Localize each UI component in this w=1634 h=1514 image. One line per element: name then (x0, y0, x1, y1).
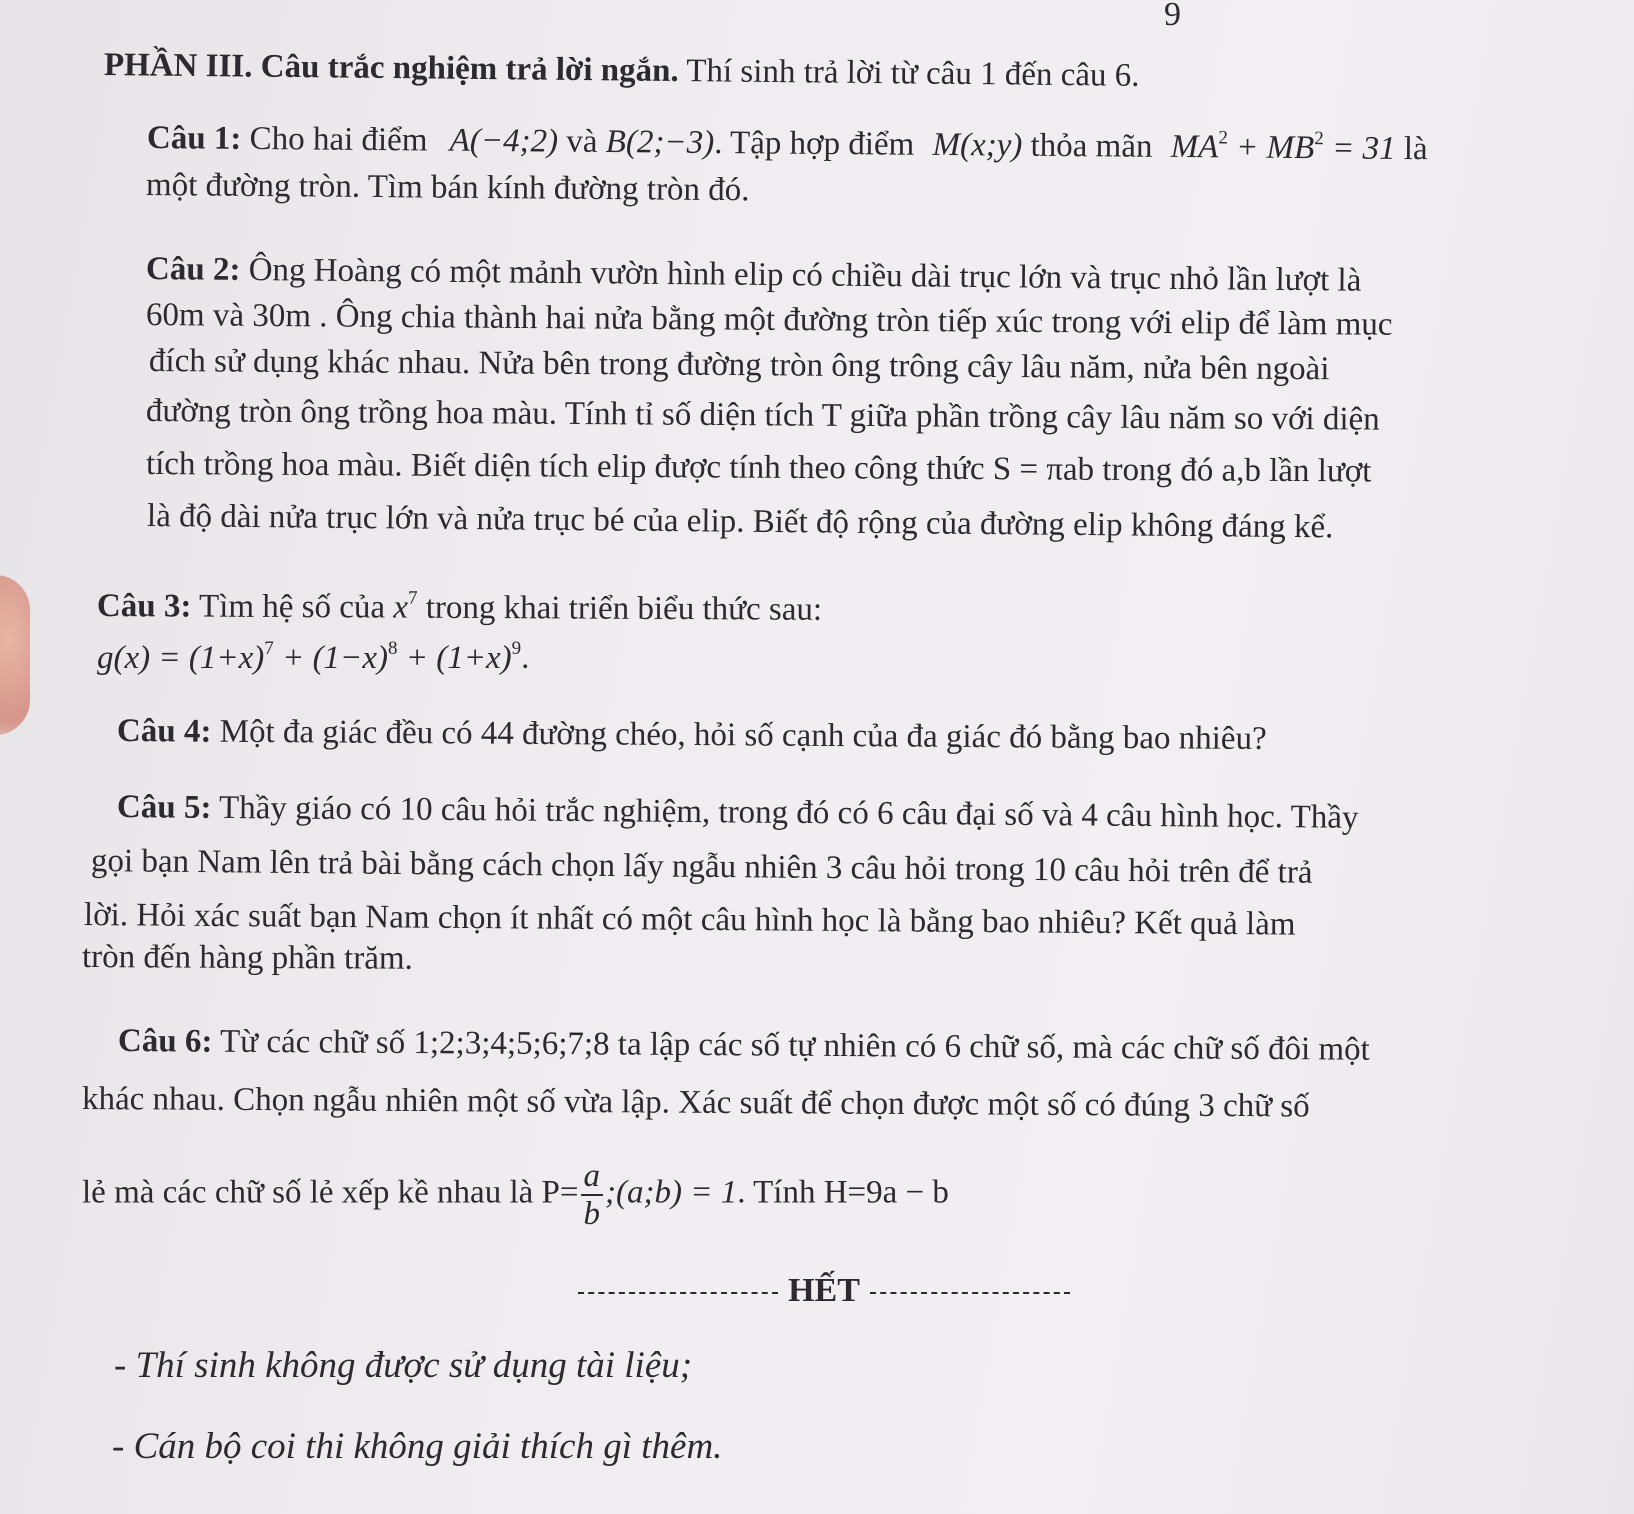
q6-text: lẻ mà các chữ số lẻ xếp kề nhau là (82, 1174, 534, 1211)
heading-part: PHẦN III. (103, 47, 253, 85)
note-2: - Cán bộ coi thi không giải thích gì thêm. (112, 1426, 723, 1467)
q6-text: Từ các chữ số 1;2;3;4;5;6;7;8 ta lập các số tự nhiên có 6 chữ số, mà các chữ số đôi một (219, 1023, 1370, 1068)
q1-text: Cho hai điểm (249, 120, 428, 159)
q3-term (393, 587, 418, 626)
h-formula: H=9a − b (823, 1174, 949, 1211)
q1-line-1 (147, 110, 1428, 168)
q2-line-6: là độ dài nửa trục lớn và nửa trục bé của elip. Biết độ rộng của đường elip không đáng kể. (146, 498, 1334, 546)
exponent: 8 (387, 638, 398, 659)
eq-part: MA (1170, 128, 1219, 166)
eq-part: + MB (1235, 129, 1315, 167)
q6-label: Câu 6: (117, 1023, 213, 1060)
q1-text: thỏa mãn (1030, 127, 1153, 165)
q4-text: Một đa giác đều có 44 đường chéo, hỏi số cạnh của đa giác đó bằng bao nhiêu? (219, 713, 1267, 758)
q3-text: trong khai triển biểu thức sau: (425, 589, 823, 628)
q2-line-5: tích trồng hoa màu. Biết diện tích elip được tính theo công thức S = πab trong đó a,b lần lượt (145, 446, 1372, 490)
eq-part: = 31 (1331, 130, 1396, 167)
divider (870, 1292, 1070, 1294)
q1-equation (1171, 129, 1396, 167)
section-heading (104, 46, 1140, 95)
page-number: 9 (1164, 0, 1181, 33)
q3-expression (97, 630, 529, 677)
q5-line-3: lời. Hỏi xác suất bạn Nam chọn ít nhất có một câu hình học là bằng bao nhiêu? Kết quả làm (83, 897, 1296, 943)
q2-line-4: đường tròn ông trồng hoa màu. Tính tỉ số diện tích T giữa phần trồng cây lâu năm so với diện (145, 393, 1380, 438)
expr-end: . (521, 640, 530, 676)
exponent: 7 (264, 638, 274, 659)
q5-text: Thầy giáo có 10 câu hỏi trắc nghiệm, trong đó có 6 câu đại số và 4 câu hình học. Thầy (218, 789, 1359, 836)
expr-part: + (1+x) (405, 640, 512, 676)
q2-line-1 (146, 250, 1362, 300)
heading-instruction: Thí sinh trả lời từ câu 1 đến câu 6. (686, 53, 1140, 94)
q1-line-2: một đường tròn. Tìm bán kính đường tròn đó. (145, 167, 750, 209)
q6-line-2: khác nhau. Chọn ngẫu nhiên một số vừa lập. Xác suất để chọn được một số có đúng 3 chữ số (81, 1081, 1310, 1125)
q5-line-4: tròn đến hàng phần trăm. (81, 939, 413, 977)
exponent: 7 (407, 587, 418, 609)
q2-line-3: đích sử dụng khác nhau. Nửa bên trong đường tròn ông trông cây lâu năm, nửa bên ngoài (148, 343, 1330, 388)
gcd-condition: ;(a;b) = 1 (605, 1174, 738, 1211)
divider (578, 1292, 778, 1294)
q3-line-1 (97, 578, 822, 629)
p-equals: P= (541, 1174, 579, 1211)
q1-text: là (1403, 130, 1428, 168)
q6-text: . Tính (737, 1174, 816, 1211)
end-marker (559, 1272, 1089, 1310)
expr-part: + (1−x) (282, 640, 388, 676)
denominator: b (583, 1196, 600, 1232)
q1-label: Câu 1: (146, 120, 242, 157)
q2-line-2: 60m và 30m . Ông chia thành hai nửa bằng một đường tròn tiếp xúc trong với elip để làm mục (145, 297, 1393, 343)
q2-label: Câu 2: (145, 251, 241, 288)
expr-part: g(x) = (1+x) (97, 640, 265, 676)
q3-text: Tìm hệ số của (198, 588, 386, 626)
point-a: A(−4;2) (449, 122, 559, 160)
q1-text: và (566, 123, 598, 160)
end-label: HẾT (788, 1272, 860, 1309)
point-b: B(2;−3) (605, 124, 715, 161)
q2-text: Ông Hoàng có một mảnh vườn hình elip có chiều dài trục lớn và trục nhỏ lần lượt là (248, 251, 1362, 299)
fraction-a-over-b (581, 1158, 604, 1232)
exponent: 2 (1314, 128, 1324, 150)
heading-title: Câu trắc nghiệm trả lời ngắn. (260, 48, 679, 90)
q5-line-2: gọi bạn Nam lên trả bài bằng cách chọn lấy ngẫu nhiên 3 câu hỏi trong 10 câu hỏi trên để trả (90, 843, 1313, 891)
finger-shadow (0, 575, 30, 735)
exponent: 2 (1218, 127, 1229, 149)
q3-label: Câu 3: (96, 588, 192, 625)
note-1: - Thí sinh không được sử dụng tài liệu; (114, 1345, 693, 1386)
q6-line-3 (82, 1158, 949, 1232)
variable-x: x (393, 589, 409, 626)
exponent: 9 (511, 638, 522, 659)
q4-line (117, 712, 1267, 758)
q4-label: Câu 4: (116, 713, 212, 750)
q6-line-1 (118, 1022, 1370, 1069)
numerator: a (581, 1158, 604, 1196)
q5-line-1 (117, 788, 1359, 837)
q5-label: Câu 5: (116, 789, 212, 826)
q1-text: . Tập hợp điểm (714, 124, 915, 163)
point-m: M(x;y) (932, 126, 1023, 164)
